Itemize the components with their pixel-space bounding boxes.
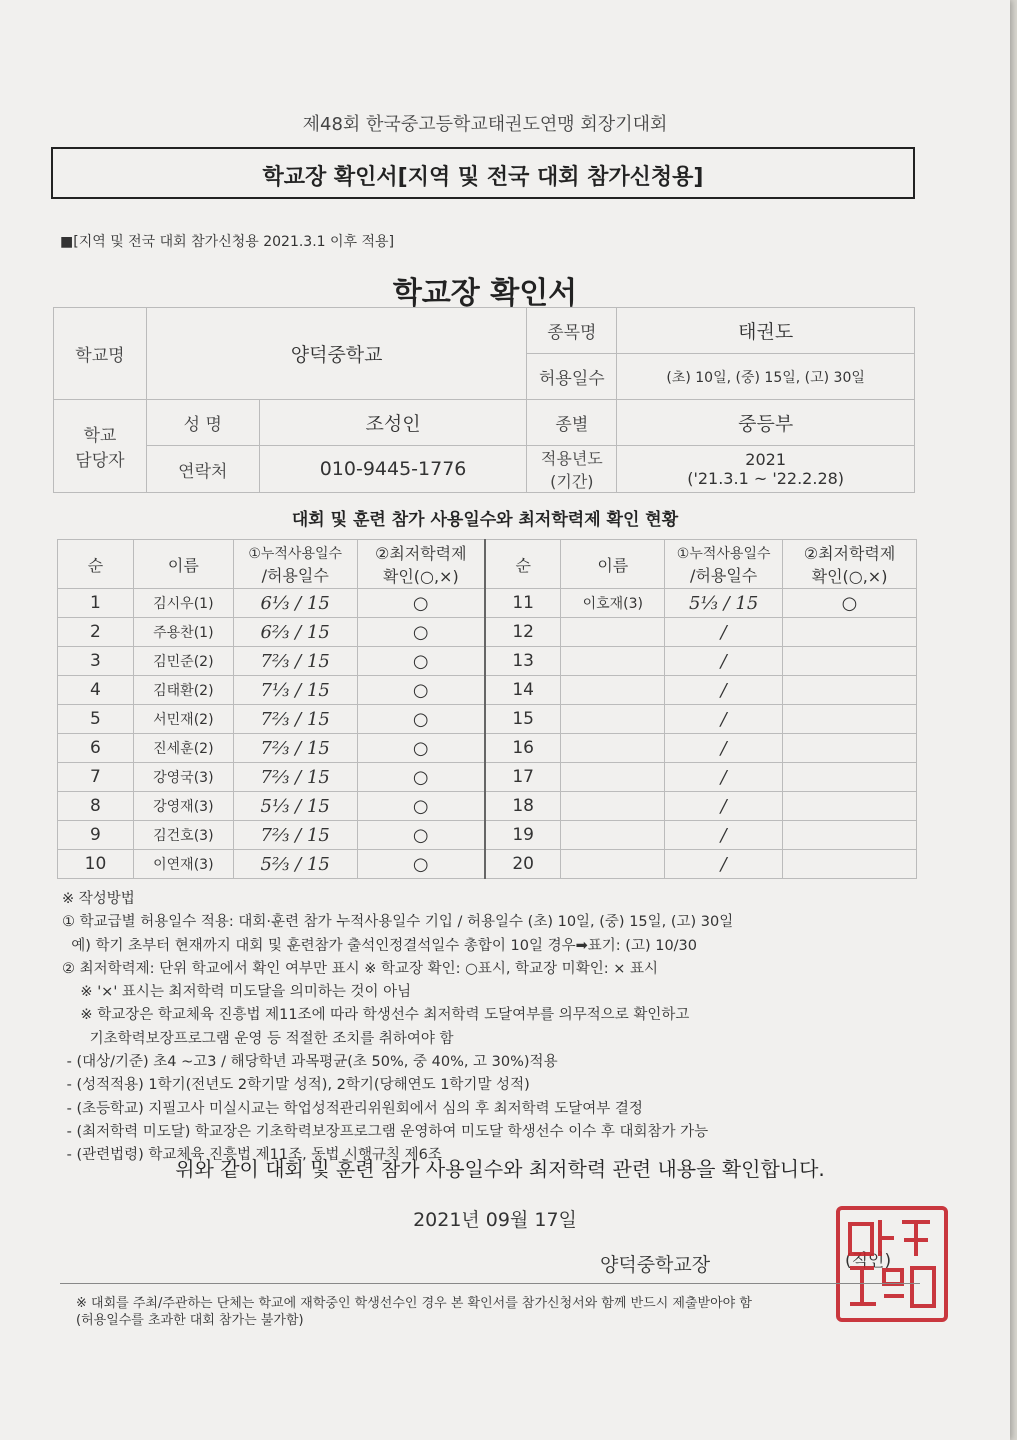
year-value-1: 2021: [745, 450, 786, 469]
footer-divider: [60, 1283, 920, 1284]
writing-instructions: [62, 888, 942, 1168]
cell-name: [561, 763, 665, 792]
header-check-2: 확인(○,×): [382, 567, 459, 586]
cell-days: 7⅔ / 15: [233, 734, 357, 763]
cell-name: [561, 705, 665, 734]
header-days-right: [665, 540, 783, 589]
info-table: [53, 307, 915, 493]
phone-value: 010-9445-1776: [259, 446, 527, 493]
confirmation-text: 위와 같이 대회 및 훈련 참가 사용일수와 최저학력 관련 내용을 확인합니다.: [175, 1157, 825, 1181]
cell-no: 8: [58, 792, 134, 821]
cell-name: 서민재(2): [133, 705, 233, 734]
doc-title: 학교장 확인서[지역 및 전국 대회 참가신청용]: [262, 165, 704, 190]
cell-check: [783, 850, 917, 879]
cell-check: ○: [357, 734, 485, 763]
table-row: [58, 589, 917, 618]
cell-name: 김시우(1): [133, 589, 233, 618]
cell-check: [783, 647, 917, 676]
cell-check: ○: [357, 647, 485, 676]
cell-check: ○: [357, 589, 485, 618]
event-title: 제48회 한국중고등학교태권도연맹 회장기대회: [302, 114, 668, 135]
instruction-line: - (최저학력 미도달) 학교장은 기초학력보장프로그램 운영하여 미도달 학생선수 이수 후 대회참가 가능: [62, 1123, 709, 1140]
instruction-line: - (관련법령) 학교체육 진흥법 제11조, 동법 시행규칙 제6조: [62, 1147, 442, 1164]
cell-days: 7⅔ / 15: [233, 821, 357, 850]
cell-days: /: [665, 850, 783, 879]
sport-label: 종목명: [527, 308, 617, 354]
cell-days: /: [665, 676, 783, 705]
cell-no: 16: [485, 734, 561, 763]
issue-date: 2021년 09월 17일: [413, 1209, 577, 1231]
cell-days: 7⅔ / 15: [233, 705, 357, 734]
table-row: [58, 676, 917, 705]
cell-name: 김태환(2): [133, 676, 233, 705]
header-days-2: /허용일수: [261, 565, 329, 585]
cell-days: 5⅓ / 15: [665, 589, 783, 618]
header-no-left: 순: [58, 540, 134, 589]
name-label: 성 명: [146, 400, 259, 446]
footer-note: [76, 1295, 956, 1329]
instruction-line: ※ 작성방법: [62, 891, 135, 907]
cell-check: ○: [783, 589, 917, 618]
division-value: 중등부: [617, 400, 915, 446]
header-no-right: 순: [485, 540, 561, 589]
instruction-line: ※ '×' 표시는 최저학력 미도달을 의미하는 것이 아님: [62, 984, 412, 1001]
cell-no: 14: [485, 676, 561, 705]
cell-check: ○: [357, 705, 485, 734]
cell-check: ○: [357, 821, 485, 850]
division-label: 종별: [527, 400, 617, 446]
contact-person-label: [54, 400, 147, 493]
cell-name: 이호재(3): [561, 589, 665, 618]
phone-label: 연락처: [146, 446, 259, 493]
status-table: [57, 539, 917, 879]
cell-check: ○: [357, 618, 485, 647]
cell-check: [783, 821, 917, 850]
cell-no: 18: [485, 792, 561, 821]
cell-no: 12: [485, 618, 561, 647]
instruction-line: 기초학력보장프로그램 운영 등 적절한 조치를 취하여야 함: [62, 1030, 454, 1047]
header-days-left: [233, 540, 357, 589]
cell-days: 5⅔ / 15: [233, 850, 357, 879]
cell-days: 7⅔ / 15: [233, 763, 357, 792]
name-value: 조성인: [259, 400, 527, 446]
header-check-1: ②최저학력제: [374, 544, 467, 563]
table-row: [58, 734, 917, 763]
cell-no: 4: [58, 676, 134, 705]
cell-name: 강영국(3): [133, 763, 233, 792]
cell-name: 김민준(2): [133, 647, 233, 676]
year-value: [617, 446, 915, 493]
allowed-days-label: 허용일수: [527, 354, 617, 400]
cell-no: 2: [58, 618, 134, 647]
table-row: [58, 705, 917, 734]
cell-check: ○: [357, 792, 485, 821]
year-label-1: 적용년도: [540, 449, 603, 468]
cell-name: 강영재(3): [133, 792, 233, 821]
cell-days: 7⅔ / 15: [233, 647, 357, 676]
header-days-1: ①누적사용일수: [248, 545, 343, 562]
year-label-2: (기간): [550, 472, 594, 491]
instruction-line: - (성적적용) 1학기(전년도 2학기말 성적), 2학기(당해연도 1학기말 성적): [62, 1077, 530, 1094]
cell-days: 6⅔ / 15: [233, 618, 357, 647]
cell-days: /: [665, 705, 783, 734]
cell-no: 17: [485, 763, 561, 792]
main-title: 학교장 확인서: [392, 276, 578, 311]
cell-name: 김건호(3): [133, 821, 233, 850]
contact-person-label-2: 담당자: [75, 451, 125, 471]
header-check-1: ②최저학력제: [803, 544, 896, 563]
cell-name: [561, 792, 665, 821]
cell-no: 19: [485, 821, 561, 850]
table-row: [58, 821, 917, 850]
cell-no: 7: [58, 763, 134, 792]
footer-note-1: ※ 대회를 주최/주관하는 단체는 학교에 재학중인 학생선수인 경우 본 확인서를 참가신청서와 함께 반드시 제출받아야 함: [76, 1296, 752, 1311]
cell-name: [561, 647, 665, 676]
cell-days: /: [665, 821, 783, 850]
header-days-1: ①누적사용일수: [676, 545, 771, 562]
instruction-line: ※ 학교장은 학교체육 진흥법 제11조에 따라 학생선수 최저학력 도달여부를 의무적으로 확인하고: [62, 1007, 690, 1024]
header-days-2: /허용일수: [690, 565, 758, 585]
instruction-line: ① 학교급별 허용일수 적용: 대회·훈련 참가 누적사용일수 기입 / 허용일수 (초) 10일, (중) 15일, (고) 30일: [62, 914, 734, 931]
principal-name: 양덕중학교장: [600, 1254, 711, 1276]
year-label: [527, 446, 617, 493]
cell-name: [561, 850, 665, 879]
header-name-left: 이름: [133, 540, 233, 589]
instruction-line: - (대상/기준) 초4 ~고3 / 해당학년 과목평균(초 50%, 중 40%, 고 30%)적용: [62, 1054, 558, 1071]
cell-no: 13: [485, 647, 561, 676]
cell-check: [783, 676, 917, 705]
header-check-2: 확인(○,×): [811, 567, 888, 586]
instruction-line: 예) 학기 초부터 현재까지 대회 및 훈련참가 출석인정결석일수 총합이 10일 경우➡표기: (고) 10/30: [62, 937, 698, 954]
cell-name: 진세훈(2): [133, 734, 233, 763]
cell-no: 9: [58, 821, 134, 850]
table-row: [58, 850, 917, 879]
cell-days: /: [665, 792, 783, 821]
table-row: [58, 792, 917, 821]
table-row: [58, 618, 917, 647]
contact-person-label-1: 학교: [83, 426, 117, 446]
cell-no: 20: [485, 850, 561, 879]
cell-days: /: [665, 734, 783, 763]
cell-days: /: [665, 763, 783, 792]
cell-days: 5⅓ / 15: [233, 792, 357, 821]
cell-name: 이연재(3): [133, 850, 233, 879]
cell-check: [783, 792, 917, 821]
cell-check: ○: [357, 676, 485, 705]
cell-days: 6⅓ / 15: [233, 589, 357, 618]
year-value-2: ('21.3.1 ~ '22.2.28): [687, 469, 845, 488]
cell-check: [783, 734, 917, 763]
status-table-body: [58, 589, 917, 879]
school-label: 학교명: [54, 308, 147, 400]
cell-check: ○: [357, 850, 485, 879]
sport-value: 태권도: [617, 308, 915, 354]
cell-name: 주용찬(1): [133, 618, 233, 647]
cell-check: ○: [357, 763, 485, 792]
header-check-left: [357, 540, 485, 589]
cell-name: [561, 676, 665, 705]
cell-name: [561, 821, 665, 850]
header-name-right: 이름: [561, 540, 665, 589]
cell-days: 7⅓ / 15: [233, 676, 357, 705]
cell-days: /: [665, 618, 783, 647]
cell-name: [561, 734, 665, 763]
table-row: [58, 647, 917, 676]
cell-no: 15: [485, 705, 561, 734]
cell-no: 10: [58, 850, 134, 879]
notice-text: ■[지역 및 전국 대회 참가신청용 2021.3.1 이후 적용]: [60, 234, 395, 250]
cell-no: 3: [58, 647, 134, 676]
cell-check: [783, 618, 917, 647]
instruction-line: - (초등학교) 지필고사 미실시교는 학업성적관리위원회에서 심의 후 최저학력 도달여부 결정: [62, 1100, 643, 1117]
footer-note-2: (허용일수를 초과한 대회 참가는 불가함): [76, 1313, 304, 1328]
cell-check: [783, 763, 917, 792]
header-check-right: [783, 540, 917, 589]
cell-days: /: [665, 647, 783, 676]
cell-no: 6: [58, 734, 134, 763]
cell-no: 5: [58, 705, 134, 734]
table-row: [58, 763, 917, 792]
seal-mark-text: (직인): [845, 1251, 892, 1271]
cell-check: [783, 705, 917, 734]
allowed-days-value: (초) 10일, (중) 15일, (고) 30일: [617, 354, 915, 400]
cell-no: 11: [485, 589, 561, 618]
instruction-line: ② 최저학력제: 단위 학교에서 확인 여부만 표시 ※ 학교장 확인: ○표시, 학교장 미확인: × 표시: [62, 960, 658, 977]
cell-no: 1: [58, 589, 134, 618]
status-title: 대회 및 훈련 참가 사용일수와 최저학력제 확인 현황: [291, 510, 679, 530]
school-value: 양덕중학교: [146, 308, 527, 400]
cell-name: [561, 618, 665, 647]
